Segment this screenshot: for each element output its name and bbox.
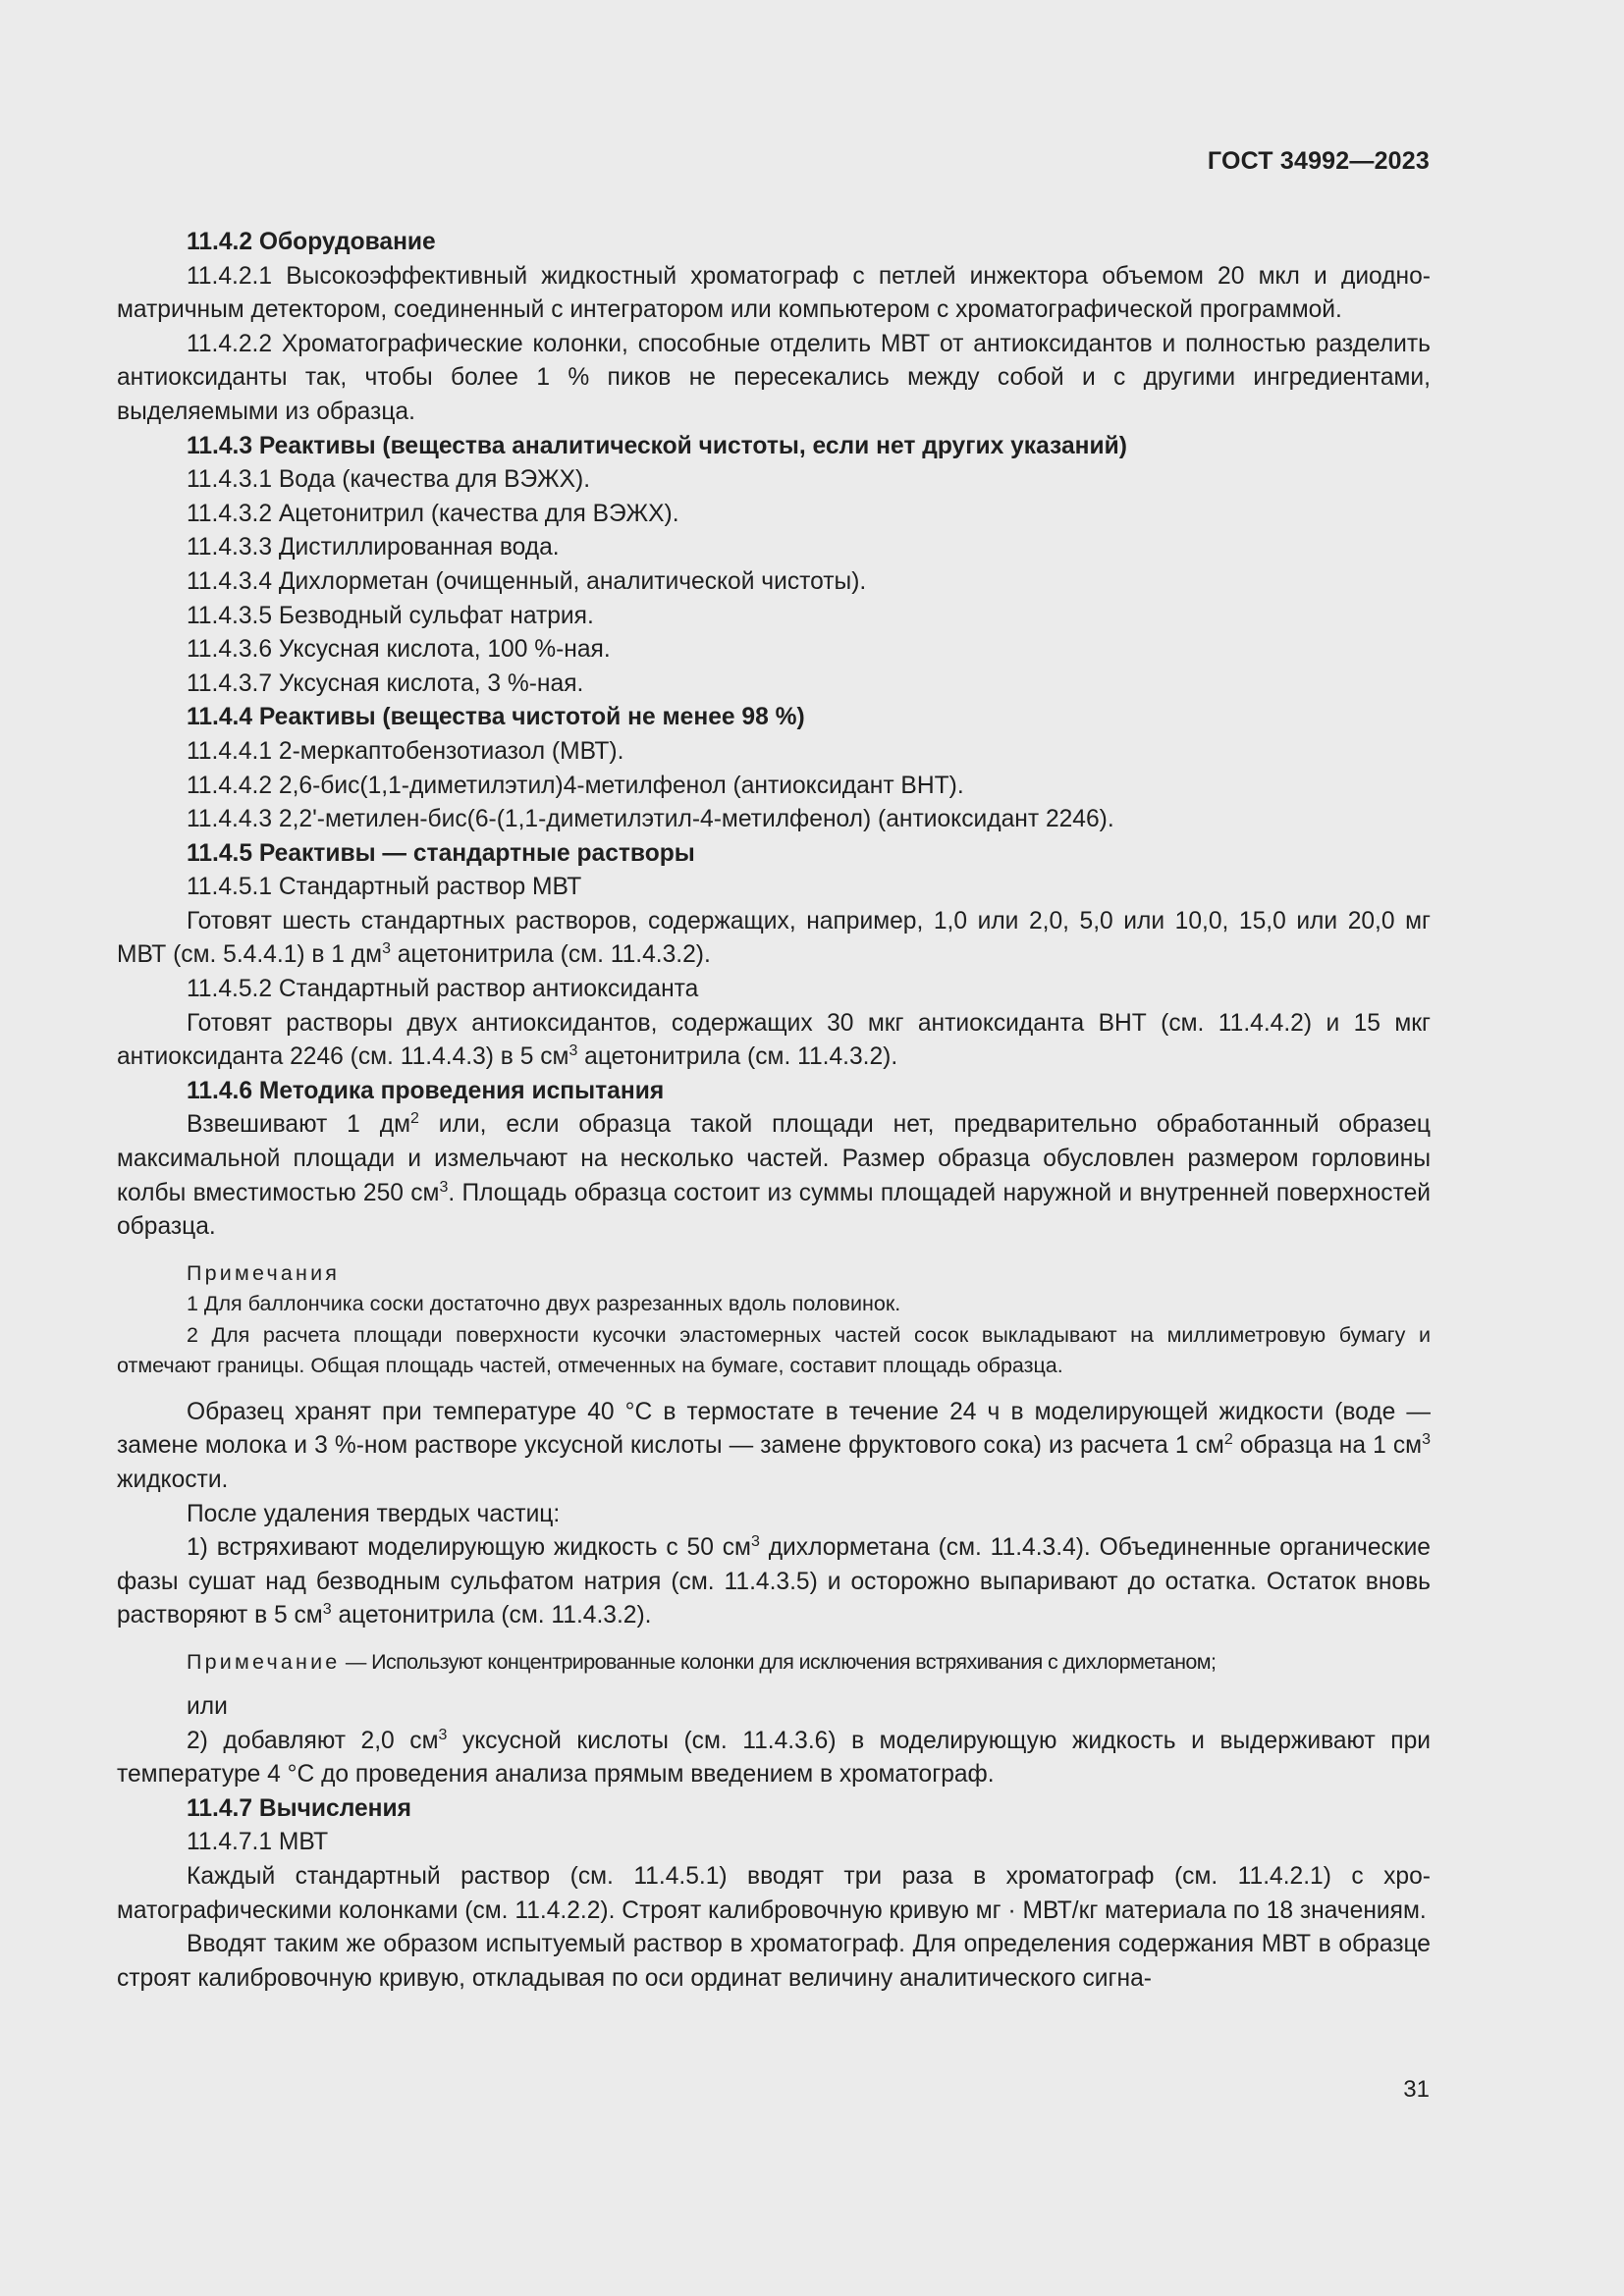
paragraph-or: или	[187, 1692, 228, 1720]
paragraph-standard-solution-antioxidant: Готовят растворы двух антиоксидантов, содержащих 30 мкг антиоксиданта ВНТ (см. 11.4.4.2) и 15 мкг антиоксиданта 2246 (см. 11.4.4.3) в 5 $см^3$ ацетонитрила (см. 11.4.3.2).	[117, 1009, 1431, 1071]
note-2: 2 Для расчета площади поверхности кусочки эластомерных частей сосок выкладывают на миллиметровую бумагу и отмечают границы. Общая площадь частей, отмеченных на бумаге, составит площадь образца.	[117, 1322, 1431, 1378]
paragraph-calibration: Каждый стандартный раствор (см. 11.4.5.1) вводят три раза в хроматограф (см. 11.4.2.1) с хроматографическими колонками (см. 11.4.2.2). Строят калибровочную кривую мг · МВТ/кг материала по 18 значениям.	[117, 1862, 1431, 1924]
paragraph-weighing: Взвешивают 1 $дм^2$ или, если образца такой площади нет, предварительно обработанный образец максимальной площади и измельчают на несколько частей. Размер образца обусловлен размером горловины колбы вместимостью 250 $см^3$. Площадь образца состоит из суммы площадей наружной и внутренней поверхностей образца.	[117, 1110, 1431, 1241]
paragraph-after-removal: После удаления твердых частиц:	[187, 1500, 561, 1527]
paragraph-step-2: 2) добавляют 2,0 $см^3$ уксусной кислоты (см. 11.4.3.6) в моделирующую жидкость и выдерживают при температуре 4 °С до проведения анализа прямым введением в хроматограф.	[117, 1726, 1432, 1789]
list-item-11-4-3-6: 11.4.3.6 Уксусная кислота, 100 %-ная.	[187, 636, 611, 664]
paragraph-test-solution: Вводят таким же образом испытуемый раствор в хроматограф. Для определения содержания МВТ в образце строят калибровочную кривую, откладывая по оси ординат величину аналитического сигна-	[117, 1931, 1431, 1992]
list-item-11-4-3-7: 11.4.3.7 Уксусная кислота, 3 %-ная.	[187, 669, 584, 697]
note-text: — Используют концентрированные колонки для исключения встряхивания с дихлорметаном;	[340, 1649, 1217, 1674]
paragraph-standard-solution-mbt: Готовят шесть стандартных растворов, содержащих, например, 1,0 или 2,0, 5,0 или 10,0, 15,0 или 20,0 мг МВТ (см. 5.4.4.1) в 1 $дм^3$ ацетонитрила (см. 11.4.3.2).	[117, 907, 1431, 969]
page-number: 31	[1403, 2076, 1430, 2103]
list-item-11-4-4-2: 11.4.4.2 2,6-бис(1,1-диметилэтил)4-метилфенол (антиоксидант ВНТ).	[187, 772, 964, 799]
paragraph-11-4-2-1: 11.4.2.1 Высокоэффективный жидкостный хроматограф с петлей инжектора объемом 20 мкл и диодно-матричным детектором, соединенный с интегратором или компьютером с хроматографической программой.	[117, 262, 1431, 324]
section-heading-11-4-2: 11.4.2 Оборудование	[187, 229, 436, 255]
notes-title: Примечания	[187, 1260, 341, 1285]
subheading-11-4-7-1: 11.4.7.1 МВТ	[187, 1829, 329, 1856]
list-item-11-4-4-1: 11.4.4.1 2-меркаптобензотиазол (МВТ).	[187, 737, 624, 765]
subheading-11-4-5-1: 11.4.5.1 Стандартный раствор МВТ	[187, 874, 582, 901]
note-label: Примечание	[187, 1649, 341, 1674]
paragraph-step-1: 1) встряхивают моделирующую жидкость с 50 $см^3$ дихлорметана (см. 11.4.3.4). Объединенные органические фазы сушат над безводным сульфатом натрия (см. 11.4.3.5) и осторожно выпаривают до остатка. Остаток вновь растворяют в 5 $см^3$ ацетонитрила (см. 11.4.3.2).	[117, 1533, 1431, 1629]
section-heading-11-4-7: 11.4.7 Вычисления	[187, 1794, 411, 1822]
subheading-11-4-5-2: 11.4.5.2 Стандартный раствор антиоксиданта	[187, 976, 699, 1003]
list-item-11-4-3-5: 11.4.3.5 Безводный сульфат натрия.	[187, 602, 594, 629]
document-number: ГОСТ 34992—2023	[1207, 147, 1430, 175]
notes-block	[117, 1258, 1431, 1382]
list-item-11-4-3-4: 11.4.3.4 Дихлорметан (очищенный, аналитической чистоты).	[187, 567, 867, 595]
section-heading-11-4-3: 11.4.3 Реактивы (вещества аналитической чистоты, если нет других указаний)	[187, 432, 1127, 459]
note-1: 1 Для баллончика соски достаточно двух разрезанных вдоль половинок.	[187, 1292, 901, 1316]
paragraph-storage: Образец хранят при температуре 40 °С в термостате в течение 24 ч в моделирующей жидкости (воде — замене молока и 3 %-ном растворе уксусной кислоты — замене фруктового сока) из расчета 1 $см^2$ образца на 1 $см^3$ жидкости.	[117, 1398, 1431, 1493]
list-item-11-4-3-3: 11.4.3.3 Дистиллированная вода.	[187, 534, 560, 561]
note-inline	[117, 1645, 1431, 1679]
paragraph-11-4-2-2: 11.4.2.2 Хроматографические колонки, способные отделить МВТ от антиоксидантов и полностью разделить антиоксиданты так, чтобы более 1 % пиков не пересекались между собой и с другими ингредиентами, выделяемыми из образца.	[117, 330, 1431, 425]
list-item-11-4-3-1: 11.4.3.1 Вода (качества для ВЭЖХ).	[187, 466, 591, 494]
list-item-11-4-4-3: 11.4.4.3 2,2'-метилен-бис(6-(1,1-диметилэтил-4-метилфенол) (антиоксидант 2246).	[187, 806, 1114, 833]
section-heading-11-4-5: 11.4.5 Реактивы — стандартные растворы	[187, 839, 695, 867]
section-heading-11-4-4: 11.4.4 Реактивы (вещества чистотой не менее 98 %)	[187, 704, 805, 731]
list-item-11-4-3-2: 11.4.3.2 Ацетонитрил (качества для ВЭЖХ).	[187, 500, 679, 527]
section-heading-11-4-6: 11.4.6 Методика проведения испытания	[187, 1077, 665, 1104]
page-content	[117, 226, 1431, 1996]
